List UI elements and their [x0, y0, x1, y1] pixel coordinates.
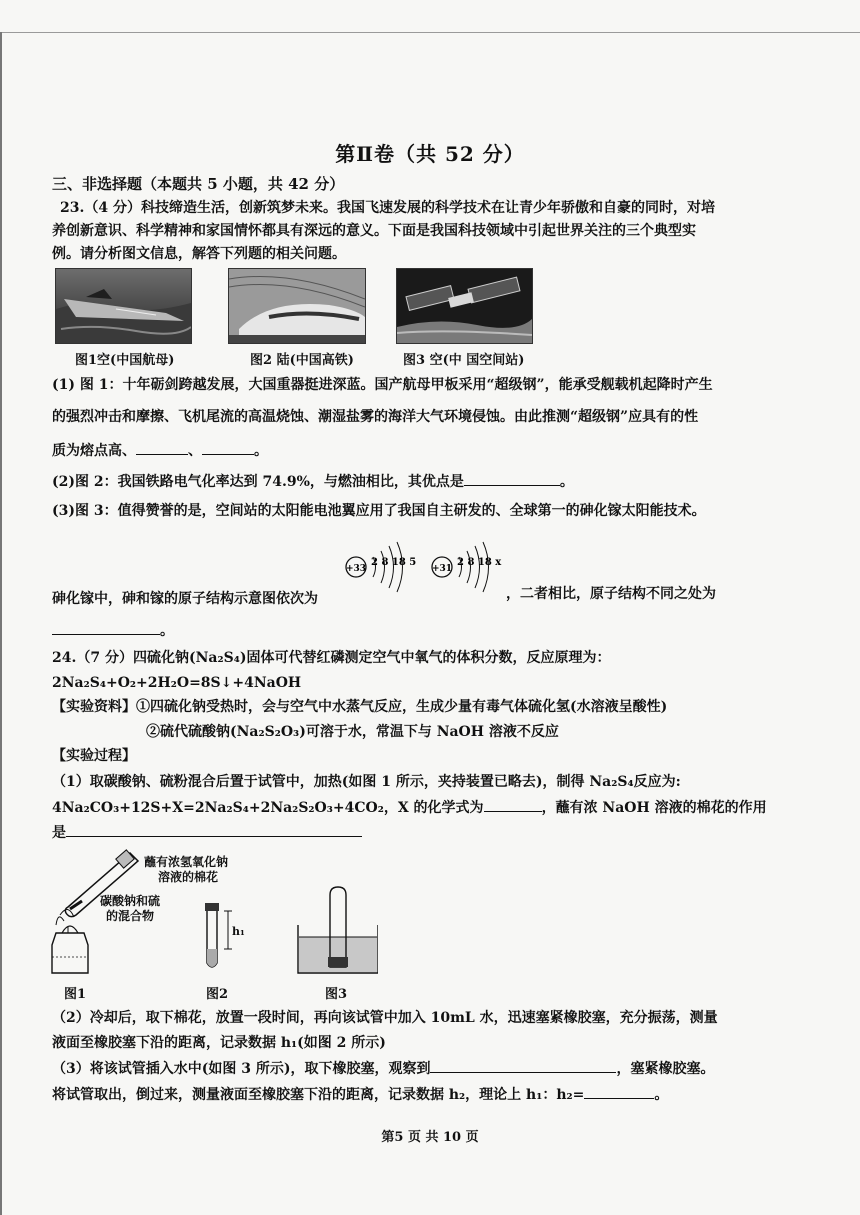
fig1-caption: 图1空(中国航母) — [75, 353, 175, 368]
period: 。 — [160, 623, 174, 639]
q23-intro-line3: 例。请分析图文信息，解答下列题的相关问题。 — [52, 246, 346, 262]
q23-part1-line2: 的强烈冲击和摩擦、飞机尾流的高温烧蚀、潮湿盐雾的海洋大气环境侵蚀。由此推测“超级钢”应具有的性 — [52, 409, 699, 425]
q23-part1-line3 — [52, 440, 268, 461]
q23-part3-line2b: ，二者相比，原子结构不同之处为 — [506, 586, 716, 602]
arsenic-shells: 2 8 18 5 — [371, 557, 417, 568]
arsenic-nucleus: +33 — [345, 564, 367, 574]
section-heading: 三、非选择题（本题共 5 小题，共 42 分） — [52, 175, 345, 193]
q23-part3-answer — [52, 620, 174, 641]
answer-blank-property-2[interactable] — [202, 440, 254, 455]
fig1-label: 图1 — [64, 987, 87, 1002]
q24-step2-line2: 液面至橡胶塞下沿的距离，记录数据 h₁(如图 2 所示) — [52, 1035, 386, 1051]
page-title: 第Ⅱ卷（共 52 分） — [335, 142, 525, 166]
gallium-shells: 2 8 18 x — [457, 557, 502, 568]
q24-step3-line1 — [52, 1058, 714, 1079]
q23-part2-text: (2)图 2：我国铁路电气化率达到 74.9%，与燃油相比，其优点是 — [52, 474, 464, 490]
q23-intro-line2: 养创新意识、科学精神和家国情怀都具有深远的意义。下面是我国科技领域中引起世界关注的三个典型实 — [52, 223, 696, 239]
q23-part3-line2a: 砷化镓中，砷和镓的原子结构示意图依次为 — [52, 591, 318, 607]
answer-blank-observation[interactable] — [430, 1058, 616, 1073]
q24-step1-line2 — [52, 797, 767, 818]
step1-equation: 4Na₂CO₃+12S+X=2Na₂S₄+2Na₂S₂O₃+4CO₂，X 的化学式为 — [52, 800, 484, 816]
q24-step3-line2 — [52, 1084, 668, 1105]
label-h1: h₁ — [232, 925, 245, 938]
step1-cotton-question: ，蘸有浓 NaOH 溶液的棉花的作用 — [541, 800, 767, 816]
q24-equation: 2Na₂S₄+O₂+2H₂O=8S↓+4NaOH — [52, 675, 302, 691]
answer-blank-x-formula[interactable] — [484, 797, 542, 812]
fig3-label: 图3 — [325, 987, 348, 1002]
atomic-structure-diagrams — [344, 535, 504, 599]
separator: 、 — [188, 443, 202, 459]
q24-step1-line3 — [52, 822, 362, 843]
gallium-nucleus: +31 — [431, 564, 453, 574]
fig2-sealed-test-tube — [205, 903, 232, 967]
answer-blank-property-1[interactable] — [136, 440, 188, 455]
q23-part2 — [52, 471, 574, 492]
step1-prefix: 是 — [52, 825, 66, 841]
fig3-tube-in-water — [298, 887, 378, 973]
fig2-caption: 图2 陆(中国高铁) — [250, 353, 354, 368]
info-item-1: ①四硫化钠受热时，会与空气中水蒸气反应，生成少量有毒气体硫化氢(水溶液呈酸性) — [136, 699, 668, 715]
q23-part1-line1: (1) 图 1：十年砺剑跨越发展，大国重器挺进深蓝。国产航母甲板采用“超级钢”，能承受舰载机起降时产生 — [52, 377, 713, 393]
scan-edge-top — [0, 32, 860, 33]
label-cotton-line2: 溶液的棉花 — [158, 870, 219, 884]
space-station-photo — [396, 268, 533, 344]
aircraft-carrier-photo — [55, 268, 192, 344]
q24-info-line1 — [52, 697, 667, 717]
q23-part3-line1: (3)图 3：值得赞誉的是，空间站的太阳能电池翼应用了我国自主研发的、全球第一的砷化镓太阳能技术。 — [52, 503, 706, 519]
scan-edge-left — [0, 32, 2, 1215]
step3-seal: ，塞紧橡胶塞。 — [616, 1061, 715, 1077]
answer-blank-ratio[interactable] — [584, 1084, 654, 1099]
info-label: 【实验资料】 — [52, 699, 136, 715]
fig2-label: 图2 — [206, 987, 229, 1002]
step3-ratio-question: 将试管取出，倒过来，测量液面至橡胶塞下沿的距离，记录数据 h₂，理论上 h₁：h₂= — [52, 1087, 585, 1103]
period: 。 — [254, 443, 268, 459]
period: 。 — [559, 474, 574, 490]
answer-blank-cotton-purpose[interactable] — [66, 822, 362, 837]
q24-step2-line1: （2）冷却后，取下棉花，放置一段时间，再向该试管中加入 10mL 水，迅速塞紧橡胶塞，充分振荡，测量 — [52, 1010, 718, 1026]
answer-blank-advantage[interactable] — [464, 471, 560, 486]
label-cotton-line1: 蘸有浓氢氧化钠 — [144, 855, 229, 869]
label-mixture-line1: 碳酸钠和硫 — [100, 894, 161, 908]
label-mixture-line2: 的混合物 — [106, 909, 155, 923]
period: 。 — [654, 1087, 669, 1103]
step3-observe: （3）将该试管插入水中(如图 3 所示)，取下橡胶塞，观察到 — [52, 1061, 431, 1077]
fig3-caption: 图3 空(中 国空间站) — [403, 353, 525, 368]
answer-blank-structure-difference[interactable] — [52, 620, 160, 635]
q24-intro: 24.（7 分）四硫化钠(Na₂S₄)固体可代替红磷测定空气中氧气的体积分数，反应原理为： — [52, 650, 611, 666]
q24-process-label: 【实验过程】 — [52, 748, 136, 764]
page-footer: 第5 页 共 10 页 — [381, 1130, 479, 1145]
high-speed-rail-photo — [228, 268, 366, 344]
q23-part1-prefix: 质为熔点高、 — [52, 443, 136, 459]
q24-info-line2: ②硫代硫酸钠(Na₂S₂O₃)可溶于水，常温下与 NaOH 溶液不反应 — [146, 724, 559, 740]
q24-step1-line1: （1）取碳酸钠、硫粉混合后置于试管中，加热(如图 1 所示，夹持装置已略去)，制得 Na₂S₄反应为: — [52, 774, 681, 790]
q23-intro-line1: 23.（4 分）科技缔造生活，创新筑梦未来。我国飞速发展的科学技术在让青少年骄傲和自豪的同时，对培 — [60, 200, 715, 216]
